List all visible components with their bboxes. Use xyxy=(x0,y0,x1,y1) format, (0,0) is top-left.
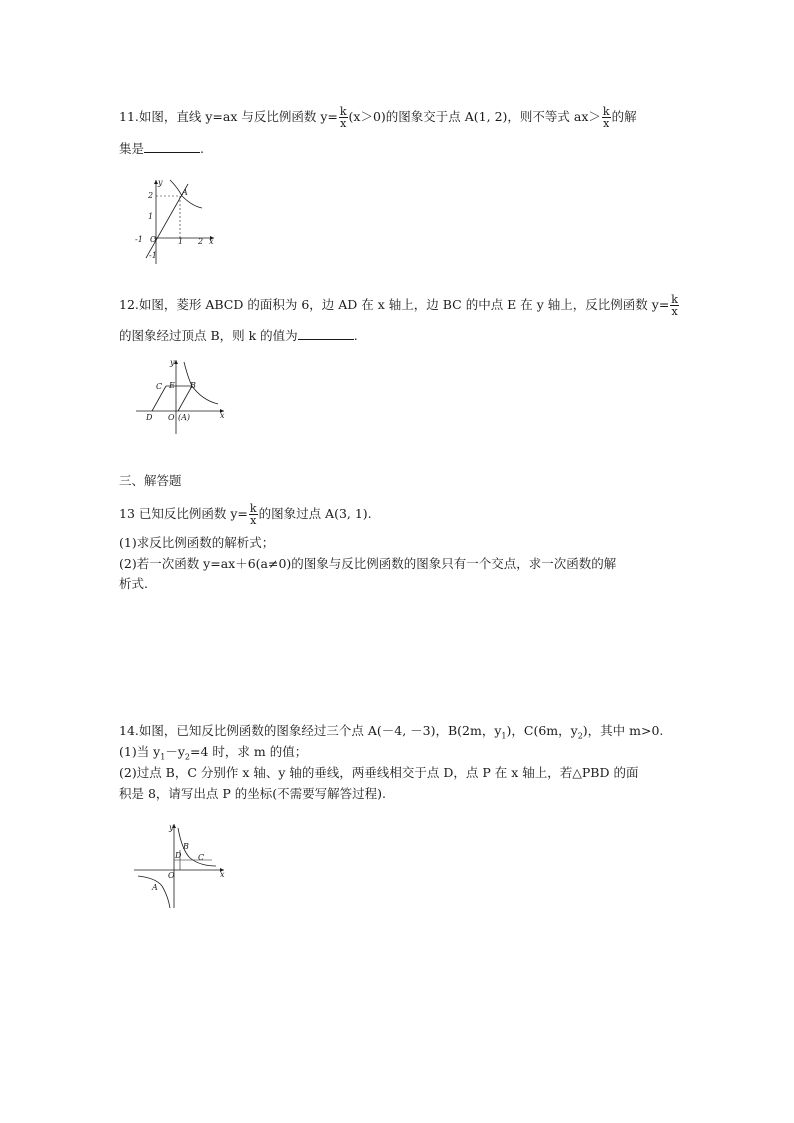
tick-neg1-x-label: -1 xyxy=(135,235,143,244)
subscript: 1 xyxy=(160,752,166,762)
q14-text-2: )，C(6m，y xyxy=(506,723,578,738)
tick-1-label: 1 xyxy=(148,212,154,221)
y-axis-arrow xyxy=(174,360,178,364)
q11-text-2: (x＞0)的图象交于点 A(1, 2)，则不等式 ax＞ xyxy=(348,109,601,124)
tick-x1-label: 1 xyxy=(178,237,184,246)
x-label: x xyxy=(209,237,214,246)
q14-text-1: 14.如图，已知反比例函数的图象经过三个点 A(－4, －3)，B(2m，y xyxy=(119,723,502,738)
q13-sub2: (2)若一次函数 y=ax＋6(a≠0)的图象与反比例函数的图象只有一个交点，求一次函数的解 xyxy=(119,556,617,571)
origin-label: O xyxy=(168,871,175,880)
q11-line2-end: . xyxy=(200,141,204,156)
tick-2-label: 2 xyxy=(148,191,154,200)
point-b-label: B xyxy=(190,381,196,390)
q11-fraction-2 xyxy=(602,106,611,129)
subscript: 1 xyxy=(501,731,507,741)
point-c-label: C xyxy=(156,382,163,391)
y-label: y xyxy=(158,178,163,187)
fraction-numerator: k xyxy=(339,105,347,118)
fraction-denominator: x xyxy=(603,117,610,130)
fraction-denominator: x xyxy=(250,514,257,527)
q14-s1-b: －y xyxy=(165,744,185,759)
q14-s1-c: =4 时，求 m 的值； xyxy=(190,744,308,759)
point-a-label: A xyxy=(182,188,188,197)
subscript: 2 xyxy=(577,731,583,741)
q14-sub2-cont: 积是 8，请写出点 P 的坐标(不需要写解答过程). xyxy=(119,786,387,801)
q11-text-3: 的解 xyxy=(611,109,637,124)
x-label: x xyxy=(220,411,225,420)
q14-sub1 xyxy=(119,743,307,767)
origin-label: O xyxy=(150,235,157,244)
q12-line2-text: 的图象经过顶点 B，则 k 的值为 xyxy=(119,328,298,343)
x-label: x xyxy=(220,870,225,879)
fraction-numerator: k xyxy=(671,293,678,306)
q11-text-1: 11.如图，直线 y=ax 与反比例函数 y= xyxy=(119,109,338,124)
fraction-denominator: x xyxy=(671,305,678,318)
q11-figure xyxy=(132,176,222,266)
q12-text-1: 12.如图，菱形 ABCD 的面积为 6，边 AD 在 x 轴上，边 BC 的中点 E 在 y 轴上，反比例函数 y= xyxy=(119,297,670,312)
point-a-label: (A) xyxy=(178,413,191,422)
answer-blank[interactable] xyxy=(144,140,200,153)
fraction-numerator: k xyxy=(249,502,257,515)
q11-line2-text: 集是 xyxy=(119,141,145,156)
tick-x2-label: 2 xyxy=(198,237,204,246)
point-d-label: D xyxy=(175,851,182,860)
q13-fraction xyxy=(249,503,258,526)
point-c-label: C xyxy=(198,853,205,862)
subscript: 2 xyxy=(184,752,190,762)
section-heading: 三、解答题 xyxy=(119,473,182,488)
fraction-numerator: k xyxy=(602,105,610,118)
q13-sub2-cont: 析式. xyxy=(119,576,148,591)
y-label: y xyxy=(170,358,175,367)
q13-text-2: 的图象过点 A(3, 1). xyxy=(258,506,372,521)
q12-line2-end: . xyxy=(353,328,358,343)
q14-sub2: (2)过点 B，C 分别作 x 轴、y 轴的垂线，两垂线相交于点 D，点 P 在 x 轴上，若△PBD 的面 xyxy=(119,765,639,780)
q14-figure xyxy=(132,820,232,910)
point-d-label: D xyxy=(146,413,153,422)
hyperbola-branch-2 xyxy=(138,876,170,908)
q13-sub1: (1)求反比例函数的解析式； xyxy=(119,535,275,550)
point-b-label: B xyxy=(183,842,189,851)
q12-figure xyxy=(132,356,232,436)
q12-line1 xyxy=(119,294,680,317)
q14-s1-a: (1)当 y xyxy=(119,744,161,759)
q13-line1 xyxy=(119,503,372,526)
point-a-label: A xyxy=(152,883,158,892)
q11-line1 xyxy=(119,106,637,129)
answer-blank[interactable] xyxy=(298,327,354,340)
fraction-denominator: x xyxy=(340,117,347,130)
q13-text-1: 13 已知反比例函数 y= xyxy=(119,506,248,521)
tick-neg1-y-label: -1 xyxy=(149,251,157,260)
y-label: y xyxy=(169,823,174,832)
q12-fraction xyxy=(670,294,679,317)
q14-text-3: )，其中 m>0. xyxy=(582,723,664,738)
q11-fraction-1 xyxy=(339,106,348,129)
point-e-label: E xyxy=(169,381,175,390)
origin-label: O xyxy=(168,413,175,422)
q14-line1 xyxy=(119,722,663,746)
q12-line2 xyxy=(119,327,358,345)
q11-line2 xyxy=(119,140,204,158)
